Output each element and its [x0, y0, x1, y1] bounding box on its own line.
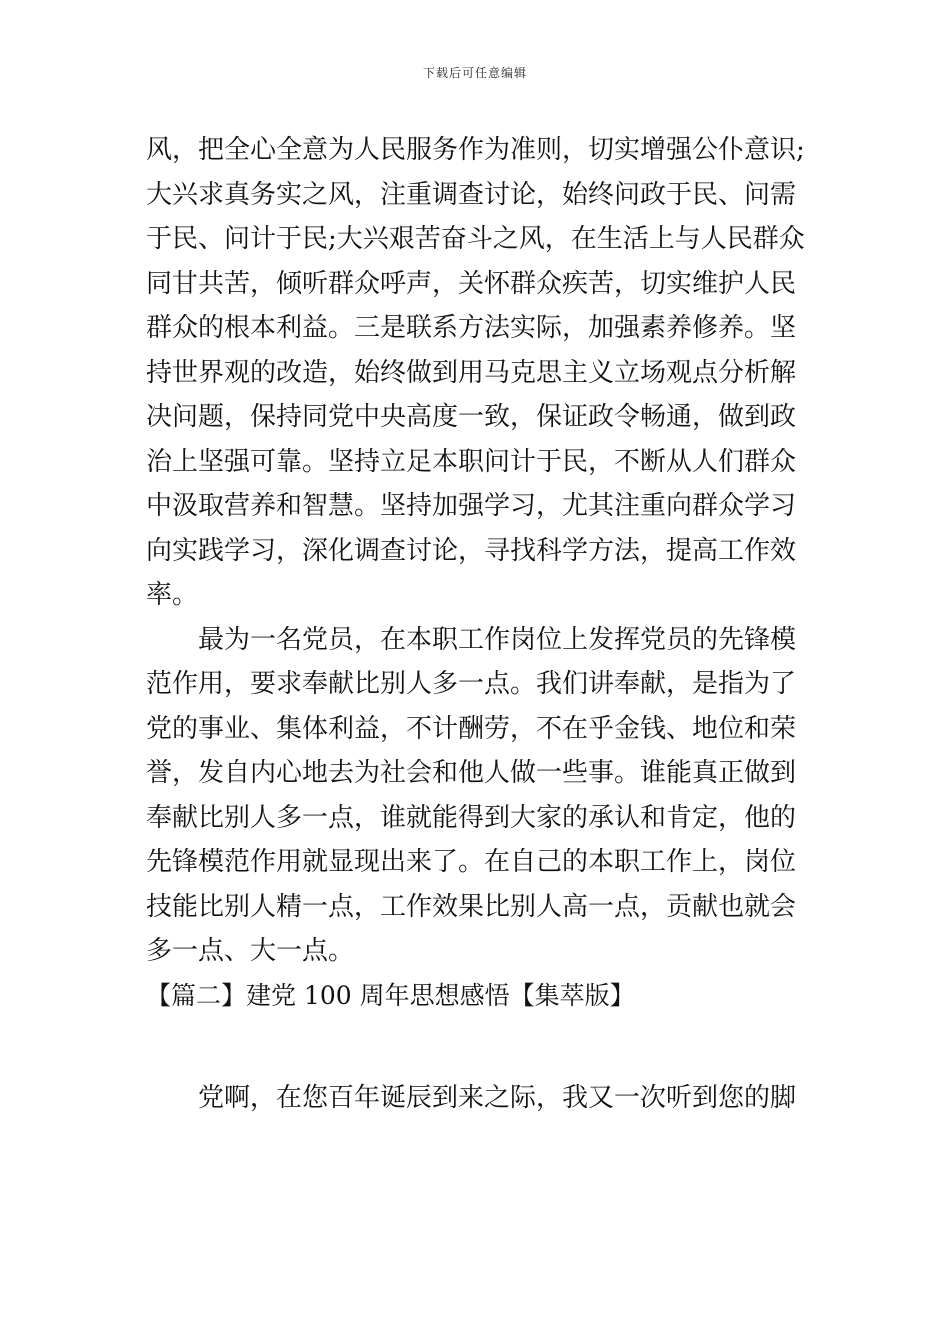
text-line: 持世界观的改造，始终做到用马克思主义立场观点分析解 [146, 357, 797, 388]
text-line: 决问题，保持同党中央高度一致，保证政令畅通，做到政 [146, 402, 797, 432]
paragraph-anniversary [146, 1076, 808, 1121]
text-line: 党啊，在您百年诞辰到来之际，我又一次听到您的脚 [198, 1083, 797, 1113]
text-line: 最为一名党员，在本职工作岗位上发挥党员的先锋模 [198, 624, 797, 655]
text-line: 党的事业、集体利益，不计酬劳，不在乎金钱、地位和荣 [146, 713, 797, 744]
document-body [146, 128, 808, 1121]
text-line: 风，把全心全意为人民服务作为准则，切实增强公仆意识; [146, 135, 805, 165]
blank-line [146, 1018, 808, 1076]
text-line: 奉献比别人多一点，谁就能得到大家的承认和肯定，他的 [146, 802, 797, 833]
text-line: 技能比别人精一点，工作效果比别人高一点，贡献也就会 [146, 891, 797, 922]
text-line: 率。 [146, 580, 199, 610]
text-line: 治上坚强可靠。坚持立足本职问计于民，不断从人们群众 [146, 446, 797, 477]
paragraph-party-member [146, 618, 808, 974]
text-line: 多一点、大一点。 [146, 936, 355, 966]
page-header-note: 下载后可任意编辑 [422, 66, 527, 80]
text-line: 群众的根本利益。三是联系方法实际，加强素养修养。坚 [146, 313, 797, 343]
section-heading: 【篇二】建党 100 周年思想感悟【集萃版】 [146, 980, 635, 1010]
text-line: 先锋模范作用就显现出来了。在自己的本职工作上，岗位 [146, 847, 797, 877]
paragraph-continuation [146, 128, 808, 618]
text-line: 同甘共苦，倾听群众呼声，关怀群众疾苦，切实维护人民 [146, 268, 797, 299]
text-line: 誉，发自内心地去为社会和他人做一些事。谁能真正做到 [146, 758, 797, 788]
text-line: 中汲取营养和智慧。坚持加强学习，尤其注重向群众学习 [146, 491, 797, 521]
text-line: 大兴求真务实之风，注重调查讨论，始终问政于民、问需 [146, 179, 797, 210]
text-line: 范作用，要求奉献比别人多一点。我们讲奉献，是指为了 [146, 669, 797, 699]
text-line: 向实践学习，深化调查讨论，寻找科学方法，提高工作效 [146, 535, 797, 566]
text-line: 于民、问计于民;大兴艰苦奋斗之风，在生活上与人民群众 [146, 224, 805, 254]
